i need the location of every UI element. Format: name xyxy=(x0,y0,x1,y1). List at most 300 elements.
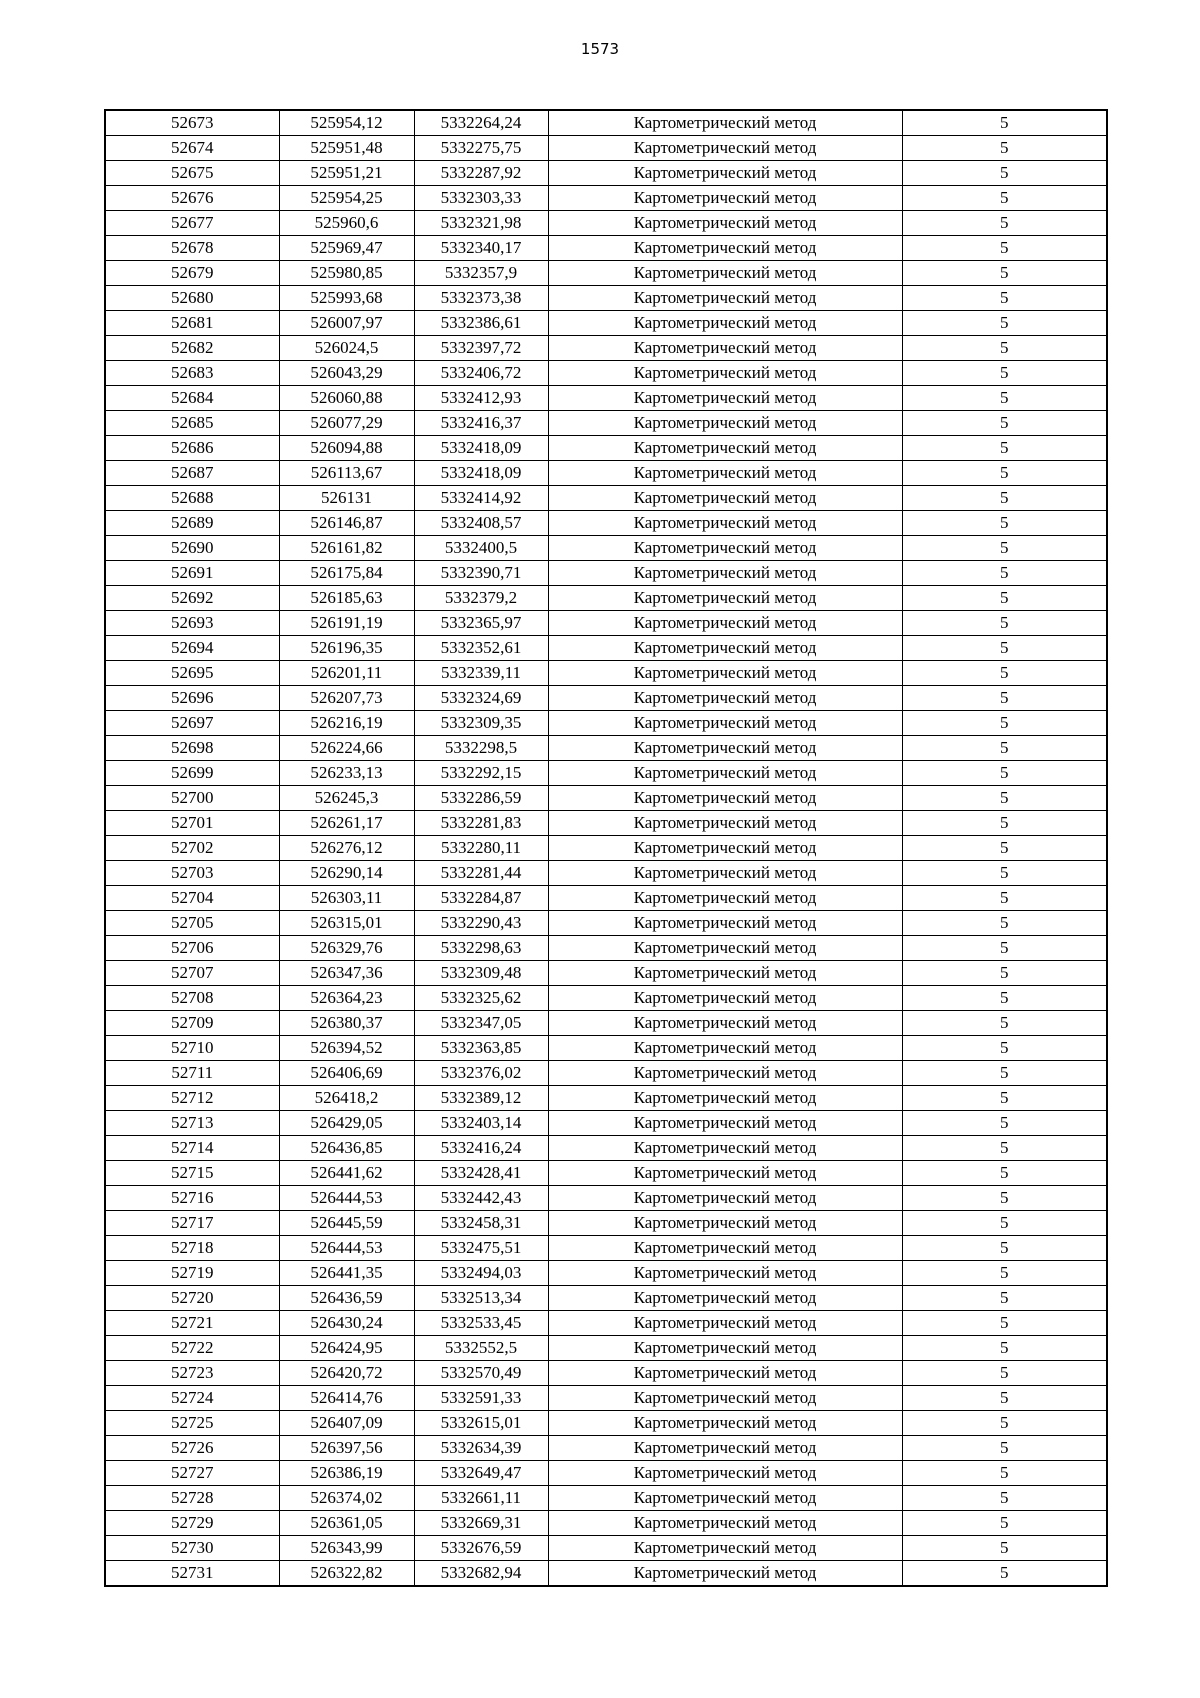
x-coordinate-cell: 526436,85 xyxy=(279,1136,414,1161)
point-number-cell: 52711 xyxy=(105,1061,279,1086)
table-row xyxy=(105,761,1107,786)
x-coordinate-cell: 526361,05 xyxy=(279,1511,414,1536)
y-coordinate-cell: 5332400,5 xyxy=(414,536,548,561)
x-coordinate-cell: 526329,76 xyxy=(279,936,414,961)
table-row xyxy=(105,561,1107,586)
method-cell: Картометрический метод xyxy=(548,211,902,236)
x-coordinate-cell: 526245,3 xyxy=(279,786,414,811)
point-number-cell: 52677 xyxy=(105,211,279,236)
accuracy-cell: 5 xyxy=(902,711,1107,736)
table-row xyxy=(105,1161,1107,1186)
y-coordinate-cell: 5332365,97 xyxy=(414,611,548,636)
x-coordinate-cell: 525954,12 xyxy=(279,110,414,136)
table-row xyxy=(105,911,1107,936)
table-row xyxy=(105,811,1107,836)
table-row xyxy=(105,1311,1107,1336)
table-row xyxy=(105,1461,1107,1486)
point-number-cell: 52702 xyxy=(105,836,279,861)
accuracy-cell: 5 xyxy=(902,1186,1107,1211)
table-row xyxy=(105,311,1107,336)
accuracy-cell: 5 xyxy=(902,136,1107,161)
x-coordinate-cell: 525951,48 xyxy=(279,136,414,161)
table-row xyxy=(105,961,1107,986)
accuracy-cell: 5 xyxy=(902,186,1107,211)
x-coordinate-cell: 526290,14 xyxy=(279,861,414,886)
x-coordinate-cell: 526386,19 xyxy=(279,1461,414,1486)
method-cell: Картометрический метод xyxy=(548,636,902,661)
accuracy-cell: 5 xyxy=(902,1311,1107,1336)
point-number-cell: 52727 xyxy=(105,1461,279,1486)
y-coordinate-cell: 5332287,92 xyxy=(414,161,548,186)
x-coordinate-cell: 526201,11 xyxy=(279,661,414,686)
point-number-cell: 52713 xyxy=(105,1111,279,1136)
point-number-cell: 52718 xyxy=(105,1236,279,1261)
method-cell: Картометрический метод xyxy=(548,611,902,636)
method-cell: Картометрический метод xyxy=(548,1211,902,1236)
method-cell: Картометрический метод xyxy=(548,586,902,611)
y-coordinate-cell: 5332281,83 xyxy=(414,811,548,836)
method-cell: Картометрический метод xyxy=(548,1511,902,1536)
table-row xyxy=(105,236,1107,261)
accuracy-cell: 5 xyxy=(902,1286,1107,1311)
x-coordinate-cell: 526207,73 xyxy=(279,686,414,711)
accuracy-cell: 5 xyxy=(902,461,1107,486)
y-coordinate-cell: 5332281,44 xyxy=(414,861,548,886)
method-cell: Картометрический метод xyxy=(548,336,902,361)
method-cell: Картометрический метод xyxy=(548,1036,902,1061)
y-coordinate-cell: 5332386,61 xyxy=(414,311,548,336)
accuracy-cell: 5 xyxy=(902,511,1107,536)
method-cell: Картометрический метод xyxy=(548,911,902,936)
point-number-cell: 52720 xyxy=(105,1286,279,1311)
coordinates-table xyxy=(104,109,1108,1587)
method-cell: Картометрический метод xyxy=(548,110,902,136)
accuracy-cell: 5 xyxy=(902,1536,1107,1561)
method-cell: Картометрический метод xyxy=(548,1461,902,1486)
y-coordinate-cell: 5332303,33 xyxy=(414,186,548,211)
y-coordinate-cell: 5332309,35 xyxy=(414,711,548,736)
accuracy-cell: 5 xyxy=(902,661,1107,686)
y-coordinate-cell: 5332347,05 xyxy=(414,1011,548,1036)
point-number-cell: 52684 xyxy=(105,386,279,411)
table-row xyxy=(105,110,1107,136)
method-cell: Картометрический метод xyxy=(548,1086,902,1111)
y-coordinate-cell: 5332408,57 xyxy=(414,511,548,536)
method-cell: Картометрический метод xyxy=(548,1561,902,1587)
table-row xyxy=(105,1211,1107,1236)
x-coordinate-cell: 526322,82 xyxy=(279,1561,414,1587)
method-cell: Картометрический метод xyxy=(548,511,902,536)
x-coordinate-cell: 525960,6 xyxy=(279,211,414,236)
method-cell: Картометрический метод xyxy=(548,536,902,561)
y-coordinate-cell: 5332615,01 xyxy=(414,1411,548,1436)
x-coordinate-cell: 526094,88 xyxy=(279,436,414,461)
y-coordinate-cell: 5332275,75 xyxy=(414,136,548,161)
method-cell: Картометрический метод xyxy=(548,1336,902,1361)
table-row xyxy=(105,1561,1107,1587)
table-row xyxy=(105,1286,1107,1311)
y-coordinate-cell: 5332676,59 xyxy=(414,1536,548,1561)
accuracy-cell: 5 xyxy=(902,811,1107,836)
point-number-cell: 52689 xyxy=(105,511,279,536)
method-cell: Картометрический метод xyxy=(548,1111,902,1136)
point-number-cell: 52696 xyxy=(105,686,279,711)
point-number-cell: 52708 xyxy=(105,986,279,1011)
x-coordinate-cell: 526414,76 xyxy=(279,1386,414,1411)
page-number: 1573 xyxy=(580,40,620,58)
x-coordinate-cell: 526394,52 xyxy=(279,1036,414,1061)
y-coordinate-cell: 5332416,24 xyxy=(414,1136,548,1161)
method-cell: Картометрический метод xyxy=(548,461,902,486)
accuracy-cell: 5 xyxy=(902,1211,1107,1236)
table-row xyxy=(105,486,1107,511)
table-row xyxy=(105,1136,1107,1161)
method-cell: Картометрический метод xyxy=(548,1311,902,1336)
y-coordinate-cell: 5332376,02 xyxy=(414,1061,548,1086)
method-cell: Картометрический метод xyxy=(548,1386,902,1411)
table-row xyxy=(105,1011,1107,1036)
x-coordinate-cell: 526441,35 xyxy=(279,1261,414,1286)
accuracy-cell: 5 xyxy=(902,861,1107,886)
accuracy-cell: 5 xyxy=(902,536,1107,561)
y-coordinate-cell: 5332418,09 xyxy=(414,461,548,486)
point-number-cell: 52686 xyxy=(105,436,279,461)
accuracy-cell: 5 xyxy=(902,1461,1107,1486)
accuracy-cell: 5 xyxy=(902,336,1107,361)
method-cell: Картометрический метод xyxy=(548,711,902,736)
method-cell: Картометрический метод xyxy=(548,861,902,886)
point-number-cell: 52681 xyxy=(105,311,279,336)
method-cell: Картометрический метод xyxy=(548,886,902,911)
x-coordinate-cell: 526406,69 xyxy=(279,1061,414,1086)
x-coordinate-cell: 526060,88 xyxy=(279,386,414,411)
x-coordinate-cell: 526077,29 xyxy=(279,411,414,436)
table-row xyxy=(105,1486,1107,1511)
point-number-cell: 52704 xyxy=(105,886,279,911)
accuracy-cell: 5 xyxy=(902,1261,1107,1286)
method-cell: Картометрический метод xyxy=(548,1436,902,1461)
accuracy-cell: 5 xyxy=(902,561,1107,586)
method-cell: Картометрический метод xyxy=(548,311,902,336)
x-coordinate-cell: 526445,59 xyxy=(279,1211,414,1236)
y-coordinate-cell: 5332513,34 xyxy=(414,1286,548,1311)
x-coordinate-cell: 526429,05 xyxy=(279,1111,414,1136)
point-number-cell: 52728 xyxy=(105,1486,279,1511)
x-coordinate-cell: 526430,24 xyxy=(279,1311,414,1336)
x-coordinate-cell: 526146,87 xyxy=(279,511,414,536)
table-row xyxy=(105,736,1107,761)
x-coordinate-cell: 526043,29 xyxy=(279,361,414,386)
table-row xyxy=(105,436,1107,461)
table-row xyxy=(105,261,1107,286)
y-coordinate-cell: 5332298,63 xyxy=(414,936,548,961)
point-number-cell: 52716 xyxy=(105,1186,279,1211)
y-coordinate-cell: 5332286,59 xyxy=(414,786,548,811)
accuracy-cell: 5 xyxy=(902,586,1107,611)
y-coordinate-cell: 5332363,85 xyxy=(414,1036,548,1061)
accuracy-cell: 5 xyxy=(902,211,1107,236)
table-row xyxy=(105,1336,1107,1361)
y-coordinate-cell: 5332292,15 xyxy=(414,761,548,786)
table-row xyxy=(105,461,1107,486)
y-coordinate-cell: 5332570,49 xyxy=(414,1361,548,1386)
x-coordinate-cell: 526436,59 xyxy=(279,1286,414,1311)
y-coordinate-cell: 5332418,09 xyxy=(414,436,548,461)
method-cell: Картометрический метод xyxy=(548,1136,902,1161)
x-coordinate-cell: 526161,82 xyxy=(279,536,414,561)
accuracy-cell: 5 xyxy=(902,911,1107,936)
table-row xyxy=(105,786,1107,811)
point-number-cell: 52699 xyxy=(105,761,279,786)
y-coordinate-cell: 5332475,51 xyxy=(414,1236,548,1261)
x-coordinate-cell: 526380,37 xyxy=(279,1011,414,1036)
accuracy-cell: 5 xyxy=(902,436,1107,461)
y-coordinate-cell: 5332494,03 xyxy=(414,1261,548,1286)
accuracy-cell: 5 xyxy=(902,836,1107,861)
method-cell: Картометрический метод xyxy=(548,986,902,1011)
method-cell: Картометрический метод xyxy=(548,1261,902,1286)
table-row xyxy=(105,1511,1107,1536)
x-coordinate-cell: 525951,21 xyxy=(279,161,414,186)
x-coordinate-cell: 525969,47 xyxy=(279,236,414,261)
x-coordinate-cell: 526418,2 xyxy=(279,1086,414,1111)
table-row xyxy=(105,211,1107,236)
accuracy-cell: 5 xyxy=(902,1161,1107,1186)
table-row xyxy=(105,686,1107,711)
x-coordinate-cell: 526441,62 xyxy=(279,1161,414,1186)
y-coordinate-cell: 5332373,38 xyxy=(414,286,548,311)
y-coordinate-cell: 5332552,5 xyxy=(414,1336,548,1361)
y-coordinate-cell: 5332458,31 xyxy=(414,1211,548,1236)
x-coordinate-cell: 526420,72 xyxy=(279,1361,414,1386)
method-cell: Картометрический метод xyxy=(548,411,902,436)
x-coordinate-cell: 526343,99 xyxy=(279,1536,414,1561)
point-number-cell: 52685 xyxy=(105,411,279,436)
method-cell: Картометрический метод xyxy=(548,736,902,761)
method-cell: Картометрический метод xyxy=(548,261,902,286)
y-coordinate-cell: 5332357,9 xyxy=(414,261,548,286)
table-row xyxy=(105,1436,1107,1461)
table-row xyxy=(105,1086,1107,1111)
accuracy-cell: 5 xyxy=(902,786,1107,811)
accuracy-cell: 5 xyxy=(902,1336,1107,1361)
method-cell: Картометрический метод xyxy=(548,186,902,211)
y-coordinate-cell: 5332298,5 xyxy=(414,736,548,761)
accuracy-cell: 5 xyxy=(902,736,1107,761)
point-number-cell: 52678 xyxy=(105,236,279,261)
point-number-cell: 52687 xyxy=(105,461,279,486)
table-row xyxy=(105,411,1107,436)
point-number-cell: 52730 xyxy=(105,1536,279,1561)
accuracy-cell: 5 xyxy=(902,1486,1107,1511)
table-row xyxy=(105,886,1107,911)
accuracy-cell: 5 xyxy=(902,611,1107,636)
point-number-cell: 52691 xyxy=(105,561,279,586)
method-cell: Картометрический метод xyxy=(548,136,902,161)
accuracy-cell: 5 xyxy=(902,636,1107,661)
y-coordinate-cell: 5332661,11 xyxy=(414,1486,548,1511)
x-coordinate-cell: 526315,01 xyxy=(279,911,414,936)
y-coordinate-cell: 5332533,45 xyxy=(414,1311,548,1336)
point-number-cell: 52697 xyxy=(105,711,279,736)
y-coordinate-cell: 5332340,17 xyxy=(414,236,548,261)
accuracy-cell: 5 xyxy=(902,1111,1107,1136)
y-coordinate-cell: 5332390,71 xyxy=(414,561,548,586)
x-coordinate-cell: 526364,23 xyxy=(279,986,414,1011)
y-coordinate-cell: 5332321,98 xyxy=(414,211,548,236)
accuracy-cell: 5 xyxy=(902,161,1107,186)
method-cell: Картометрический метод xyxy=(548,436,902,461)
table-row xyxy=(105,1261,1107,1286)
y-coordinate-cell: 5332649,47 xyxy=(414,1461,548,1486)
accuracy-cell: 5 xyxy=(902,286,1107,311)
y-coordinate-cell: 5332309,48 xyxy=(414,961,548,986)
y-coordinate-cell: 5332412,93 xyxy=(414,386,548,411)
x-coordinate-cell: 526276,12 xyxy=(279,836,414,861)
point-number-cell: 52712 xyxy=(105,1086,279,1111)
method-cell: Картометрический метод xyxy=(548,1011,902,1036)
y-coordinate-cell: 5332389,12 xyxy=(414,1086,548,1111)
x-coordinate-cell: 526347,36 xyxy=(279,961,414,986)
point-number-cell: 52721 xyxy=(105,1311,279,1336)
accuracy-cell: 5 xyxy=(902,411,1107,436)
method-cell: Картометрический метод xyxy=(548,361,902,386)
x-coordinate-cell: 525993,68 xyxy=(279,286,414,311)
point-number-cell: 52709 xyxy=(105,1011,279,1036)
point-number-cell: 52692 xyxy=(105,586,279,611)
accuracy-cell: 5 xyxy=(902,886,1107,911)
y-coordinate-cell: 5332406,72 xyxy=(414,361,548,386)
table-row xyxy=(105,636,1107,661)
point-number-cell: 52715 xyxy=(105,1161,279,1186)
y-coordinate-cell: 5332352,61 xyxy=(414,636,548,661)
method-cell: Картометрический метод xyxy=(548,811,902,836)
table-row xyxy=(105,186,1107,211)
accuracy-cell: 5 xyxy=(902,686,1107,711)
point-number-cell: 52714 xyxy=(105,1136,279,1161)
accuracy-cell: 5 xyxy=(902,1011,1107,1036)
x-coordinate-cell: 526407,09 xyxy=(279,1411,414,1436)
y-coordinate-cell: 5332397,72 xyxy=(414,336,548,361)
x-coordinate-cell: 526444,53 xyxy=(279,1186,414,1211)
point-number-cell: 52722 xyxy=(105,1336,279,1361)
point-number-cell: 52700 xyxy=(105,786,279,811)
table-row xyxy=(105,361,1107,386)
point-number-cell: 52701 xyxy=(105,811,279,836)
accuracy-cell: 5 xyxy=(902,1511,1107,1536)
table-row xyxy=(105,1361,1107,1386)
table-row xyxy=(105,936,1107,961)
point-number-cell: 52693 xyxy=(105,611,279,636)
x-coordinate-cell: 526196,35 xyxy=(279,636,414,661)
point-number-cell: 52719 xyxy=(105,1261,279,1286)
point-number-cell: 52673 xyxy=(105,110,279,136)
x-coordinate-cell: 526185,63 xyxy=(279,586,414,611)
table-row xyxy=(105,1236,1107,1261)
point-number-cell: 52674 xyxy=(105,136,279,161)
accuracy-cell: 5 xyxy=(902,1136,1107,1161)
y-coordinate-cell: 5332669,31 xyxy=(414,1511,548,1536)
y-coordinate-cell: 5332325,62 xyxy=(414,986,548,1011)
accuracy-cell: 5 xyxy=(902,1086,1107,1111)
table-row xyxy=(105,836,1107,861)
method-cell: Картометрический метод xyxy=(548,386,902,411)
accuracy-cell: 5 xyxy=(902,961,1107,986)
point-number-cell: 52694 xyxy=(105,636,279,661)
point-number-cell: 52703 xyxy=(105,861,279,886)
table-row xyxy=(105,1536,1107,1561)
point-number-cell: 52679 xyxy=(105,261,279,286)
y-coordinate-cell: 5332379,2 xyxy=(414,586,548,611)
accuracy-cell: 5 xyxy=(902,936,1107,961)
point-number-cell: 52690 xyxy=(105,536,279,561)
accuracy-cell: 5 xyxy=(902,1361,1107,1386)
x-coordinate-cell: 526131 xyxy=(279,486,414,511)
y-coordinate-cell: 5332591,33 xyxy=(414,1386,548,1411)
point-number-cell: 52695 xyxy=(105,661,279,686)
accuracy-cell: 5 xyxy=(902,1236,1107,1261)
method-cell: Картометрический метод xyxy=(548,786,902,811)
method-cell: Картометрический метод xyxy=(548,1286,902,1311)
point-number-cell: 52680 xyxy=(105,286,279,311)
point-number-cell: 52729 xyxy=(105,1511,279,1536)
x-coordinate-cell: 526261,17 xyxy=(279,811,414,836)
point-number-cell: 52676 xyxy=(105,186,279,211)
point-number-cell: 52675 xyxy=(105,161,279,186)
accuracy-cell: 5 xyxy=(902,1561,1107,1587)
y-coordinate-cell: 5332428,41 xyxy=(414,1161,548,1186)
method-cell: Картометрический метод xyxy=(548,686,902,711)
x-coordinate-cell: 525954,25 xyxy=(279,186,414,211)
x-coordinate-cell: 526191,19 xyxy=(279,611,414,636)
point-number-cell: 52710 xyxy=(105,1036,279,1061)
table-row xyxy=(105,586,1107,611)
point-number-cell: 52688 xyxy=(105,486,279,511)
y-coordinate-cell: 5332280,11 xyxy=(414,836,548,861)
x-coordinate-cell: 525980,85 xyxy=(279,261,414,286)
table-row xyxy=(105,286,1107,311)
method-cell: Картометрический метод xyxy=(548,561,902,586)
y-coordinate-cell: 5332339,11 xyxy=(414,661,548,686)
point-number-cell: 52682 xyxy=(105,336,279,361)
table-row xyxy=(105,1386,1107,1411)
method-cell: Картометрический метод xyxy=(548,486,902,511)
accuracy-cell: 5 xyxy=(902,1411,1107,1436)
y-coordinate-cell: 5332634,39 xyxy=(414,1436,548,1461)
table-row xyxy=(105,661,1107,686)
method-cell: Картометрический метод xyxy=(548,1061,902,1086)
point-number-cell: 52731 xyxy=(105,1561,279,1587)
table-row xyxy=(105,986,1107,1011)
x-coordinate-cell: 526444,53 xyxy=(279,1236,414,1261)
table-row xyxy=(105,1186,1107,1211)
method-cell: Картометрический метод xyxy=(548,1236,902,1261)
table-row xyxy=(105,1036,1107,1061)
accuracy-cell: 5 xyxy=(902,1036,1107,1061)
x-coordinate-cell: 526007,97 xyxy=(279,311,414,336)
table-row xyxy=(105,1061,1107,1086)
point-number-cell: 52707 xyxy=(105,961,279,986)
x-coordinate-cell: 526113,67 xyxy=(279,461,414,486)
accuracy-cell: 5 xyxy=(902,110,1107,136)
accuracy-cell: 5 xyxy=(902,261,1107,286)
point-number-cell: 52717 xyxy=(105,1211,279,1236)
table-row xyxy=(105,536,1107,561)
point-number-cell: 52725 xyxy=(105,1411,279,1436)
accuracy-cell: 5 xyxy=(902,361,1107,386)
x-coordinate-cell: 526424,95 xyxy=(279,1336,414,1361)
table-row xyxy=(105,136,1107,161)
